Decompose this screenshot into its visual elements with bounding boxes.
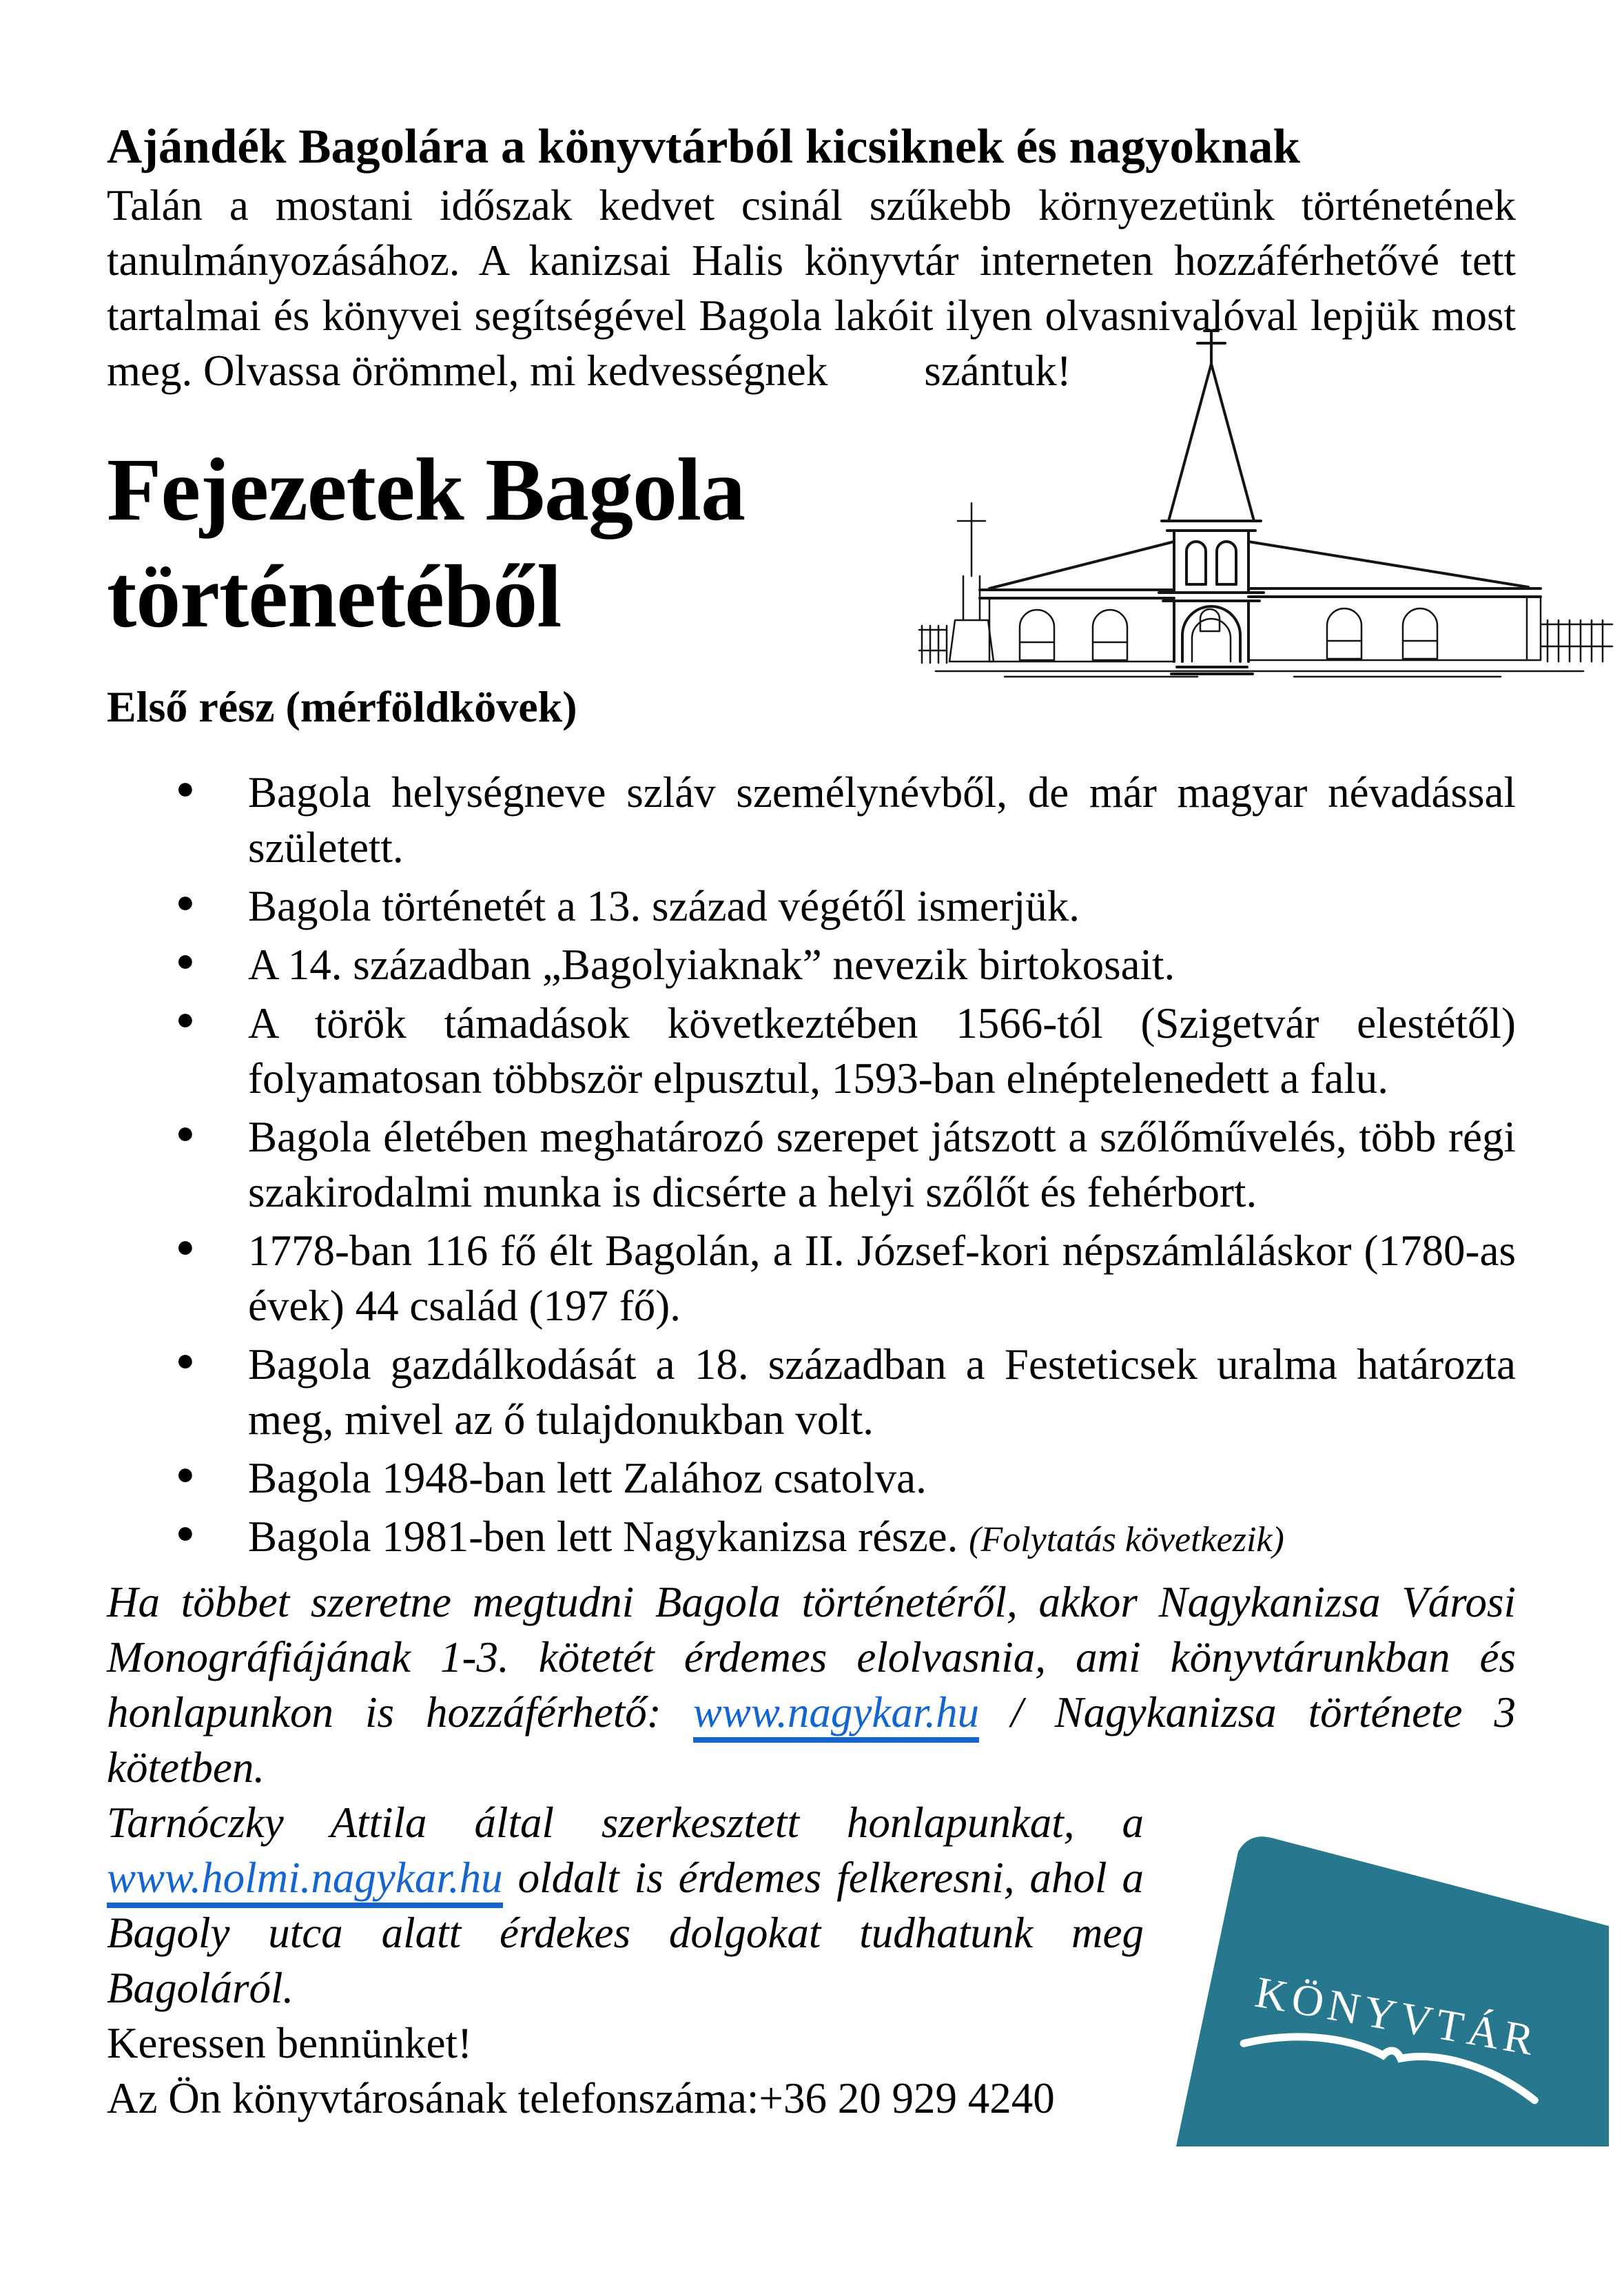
monografia-text-after: / Nagykanizsa története 3 kötetben.: [107, 1688, 1516, 1792]
monografia-paragraph: [107, 1575, 1516, 1795]
list-item: [107, 937, 1516, 992]
monografia-text-before: Ha többet szeretne megtudni Bagola történetéről, akkor Nagykanizsa Városi Monográfiájának 1-3. kötetét érdemes elolvasnia, ami könyvtárunkban és honlapunkon is hozzáférhető:: [107, 1578, 1516, 1736]
bullet-icon: ●: [176, 884, 195, 919]
bullet-icon: ●: [176, 943, 195, 978]
list-item-text: Bagola helységneve szláv személynévből, de már magyar névadással született.: [248, 768, 1516, 872]
bullet-icon: ●: [176, 1229, 195, 1264]
intro-text-after: szántuk!: [924, 347, 1071, 395]
intro-paragraph: [107, 178, 1516, 398]
list-item-text: Bagola gazdálkodását a 18. században a Festeticsek uralma határozta meg, mivel az ő tulajdonukban volt.: [248, 1340, 1516, 1444]
bullet-icon: ●: [176, 1001, 195, 1036]
milestones-list: [107, 765, 1516, 1568]
list-item: [107, 879, 1516, 934]
list-item: [107, 1223, 1516, 1333]
bullet-icon: ●: [176, 1515, 195, 1550]
subsection-title: Első rész (mérföldkövek): [107, 682, 577, 731]
list-item-text: A török támadások következtében 1566-tól (Szigetvár elestétől) folyamatosan többször elpusztul, 1593-ban elnéptelenedett a falu.: [248, 999, 1516, 1103]
bullet-icon: ●: [176, 1115, 195, 1150]
list-item-text: A 14. században „Bagolyiaknak” nevezik birtokosait.: [248, 941, 1175, 989]
bullet-icon: ●: [176, 1456, 195, 1491]
list-item-text: Bagola 1948-ban lett Zalához csatolva.: [248, 1454, 927, 1502]
closing-call-line: Keressen bennünket!: [107, 2019, 473, 2067]
list-item-text: Bagola életében meghatározó szerepet játszott a szőlőművelés, több régi szakirodalmi munka is dicsérte a helyi szőlőt és fehérbort.: [248, 1113, 1516, 1216]
continuation-note: (Folytatás következik): [969, 1520, 1284, 1559]
holmi-link[interactable]: www.holmi.nagykar.hu: [107, 1854, 503, 1908]
list-item-text: 1778-ban 116 fő élt Bagolán, a II. József-kori népszámláláskor (1780-as évek) 44 család (197 fő).: [248, 1227, 1516, 1330]
intro-text-before: Talán a mostani időszak kedvet csinál szűkebb környezetünk történetének tanulmányozásához. A kanizsai Halis könyvtár interneten hozzáférhetővé tett tartalmai és könyvei segítségével Bagola lakóit ilyen olvasnivalóval lepjük most meg. Olvassa örömmel, mi kedvességnek: [107, 181, 1516, 395]
list-item: [107, 1337, 1516, 1447]
main-title: Fejezetek Bagola történetéből: [107, 440, 746, 646]
page-content: [107, 117, 1542, 2152]
page-title: Ajándék Bagolára a könyvtárból kicsiknek és nagyoknak: [107, 120, 1300, 174]
tarnoczky-text-after: oldalt is érdemes felkeresni, ahol a Bagoly utca alatt érdekes dolgokat tudhatunk meg Bagoláról.: [107, 1854, 1144, 2012]
tarnoczky-text-before: Tarnóczky Attila által szerkesztett honlapunkat, a: [107, 1799, 1144, 1847]
list-item: [107, 1109, 1516, 1220]
nagykar-link[interactable]: www.nagykar.hu: [693, 1688, 979, 1743]
bullet-icon: ●: [176, 1342, 195, 1377]
list-item: [107, 1451, 1516, 1506]
list-item: [107, 1509, 1516, 1568]
library-logo: [1171, 1827, 1542, 2152]
list-item-text: Bagola történetét a 13. század végétől ismerjük.: [248, 882, 1080, 930]
logo-text: KÖNYVTÁR: [1251, 1967, 1542, 2065]
bullet-icon: ●: [176, 770, 195, 806]
list-item: [107, 765, 1516, 875]
list-item: [107, 996, 1516, 1106]
list-item-text: Bagola 1981-ben lett Nagykanizsa része.: [248, 1513, 958, 1561]
phone-line: Az Ön könyvtárosának telefonszáma:+36 20 929 4240: [107, 2074, 1055, 2122]
